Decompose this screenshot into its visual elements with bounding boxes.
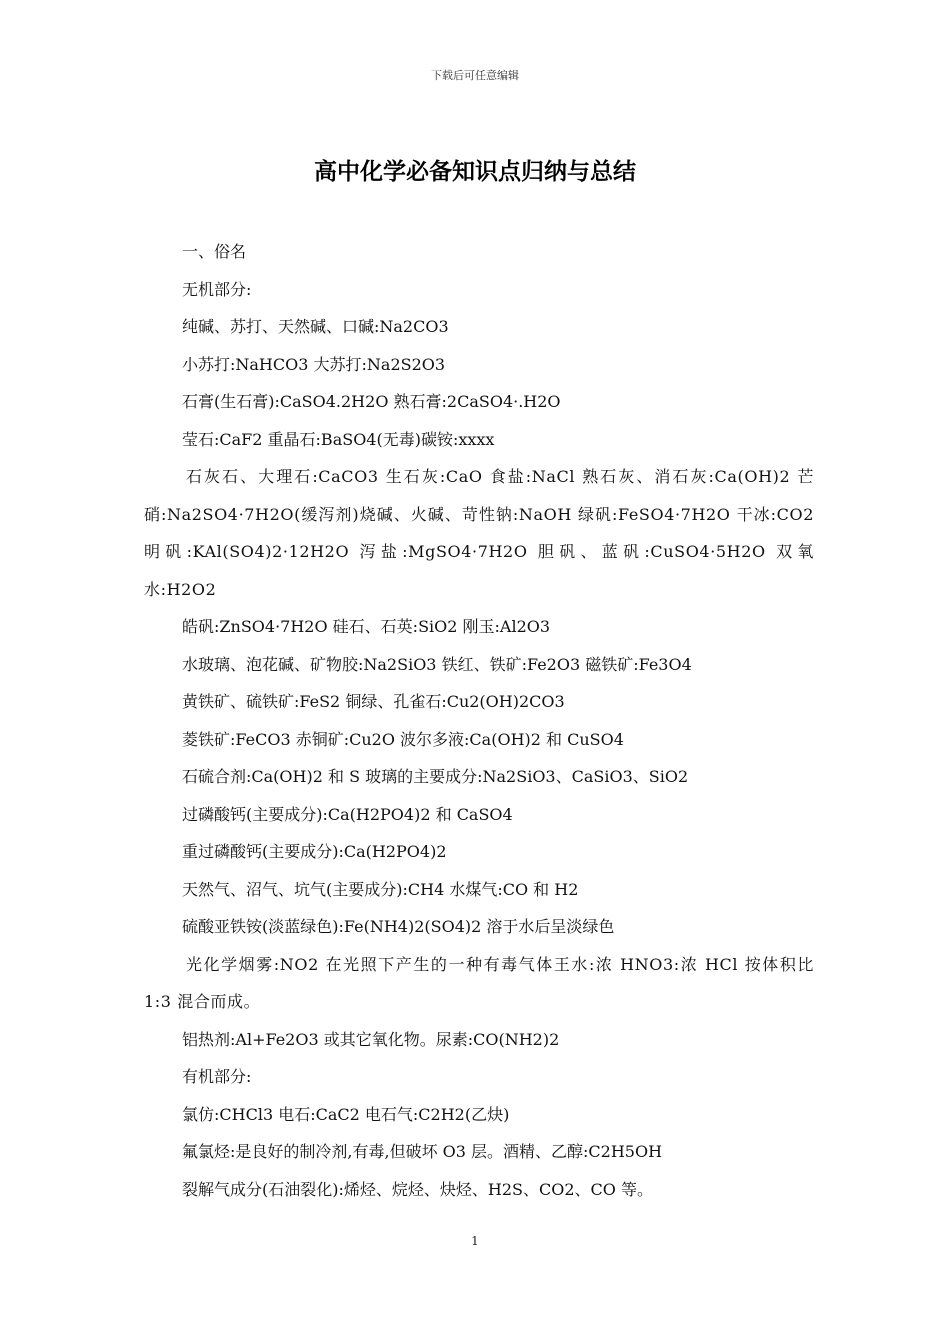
text-line: 纯碱、苏打、天然碱、口碱:Na2CO3 bbox=[182, 317, 449, 336]
text-line: 石硫合剂:Ca(OH)2 和 S 玻璃的主要成分:Na2SiO3、CaSiO3、SiO2 bbox=[182, 767, 689, 786]
text-line: 水玻璃、泡花碱、矿物胶:Na2SiO3 铁红、铁矿:Fe2O3 磁铁矿:Fe3O4 bbox=[182, 654, 692, 674]
page-header-note: 下载后可任意编辑 bbox=[431, 69, 519, 82]
page-number: 1 bbox=[471, 1234, 479, 1248]
text-line: 皓矾:ZnSO4·7H2O 硅石、石英:SiO2 刚玉:Al2O3 bbox=[182, 617, 551, 636]
text-line: 石膏(生石膏):CaSO4.2H2O 熟石膏:2CaSO4·.H2O bbox=[182, 392, 561, 411]
text-line: 菱铁矿:FeCO3 赤铜矿:Cu2O 波尔多液:Ca(OH)2 和 CuSO4 bbox=[182, 729, 624, 749]
text-line: 莹石:CaF2 重晶石:BaSO4(无毒)碳铵:xxxx bbox=[182, 429, 495, 449]
document-body bbox=[144, 233, 814, 1208]
text-line: 氟氯烃:是良好的制冷剂,有毒,但破坏 O3 层。酒精、乙醇:C2H5OH bbox=[182, 1142, 663, 1161]
text-line: 黄铁矿、硫铁矿:FeS2 铜绿、孔雀石:Cu2(OH)2CO3 bbox=[182, 692, 565, 711]
section-heading: 一、俗名 bbox=[182, 242, 247, 261]
document-title: 高中化学必备知识点归纳与总结 bbox=[314, 158, 636, 185]
text-line: 硫酸亚铁铵(淡蓝绿色):Fe(NH4)2(SO4)2 溶于水后呈淡绿色 bbox=[182, 917, 615, 936]
text-line: 小苏打:NaHCO3 大苏打:Na2S2O3 bbox=[182, 354, 446, 374]
subsection-label: 无机部分: bbox=[182, 279, 252, 299]
text-paragraph: 光化学烟雾:NO2 在光照下产生的一种有毒气体王水:浓 HNO3:浓 HCl 按体积比 1:3 混合而成。 bbox=[144, 954, 814, 1011]
text-line: 天然气、沼气、坑气(主要成分):CH4 水煤气:CO 和 H2 bbox=[182, 879, 579, 899]
subsection-label: 有机部分: bbox=[182, 1067, 252, 1086]
text-line: 裂解气成分(石油裂化):烯烃、烷烃、炔烃、H2S、CO2、CO 等。 bbox=[182, 1179, 653, 1199]
text-line: 铝热剂:Al+Fe2O3 或其它氧化物。尿素:CO(NH2)2 bbox=[182, 1029, 560, 1049]
text-line: 重过磷酸钙(主要成分):Ca(H2PO4)2 bbox=[182, 842, 447, 861]
text-line: 氯仿:CHCl3 电石:CaC2 电石气:C2H2(乙炔) bbox=[182, 1104, 510, 1124]
text-line: 过磷酸钙(主要成分):Ca(H2PO4)2 和 CaSO4 bbox=[182, 804, 513, 824]
text-paragraph: 石灰石、大理石:CaCO3 生石灰:CaO 食盐:NaCl 熟石灰、消石灰:Ca(OH)2 芒硝:Na2SO4·7H2O(缓泻剂)烧碱、火碱、苛性钠:NaOH 绿矾:FeSO4·7H2O 干冰:CO2 明矾:KAl(SO4)2·12H2O 泻盐:MgSO4·7H2O 胆矾、蓝矾:CuSO4·5H2O 双氧水:H2O2 bbox=[144, 467, 814, 599]
